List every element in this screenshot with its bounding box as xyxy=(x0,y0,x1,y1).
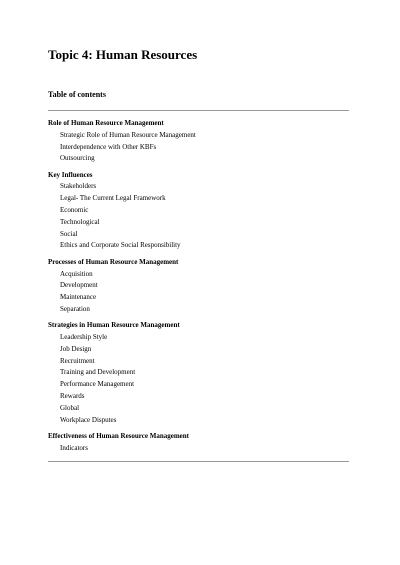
toc-section xyxy=(48,320,358,426)
toc-entry[interactable]: Stakeholders xyxy=(60,182,97,191)
toc-entry[interactable]: Acquisition xyxy=(60,269,93,278)
toc-section xyxy=(48,257,358,316)
toc-entry[interactable]: Separation xyxy=(60,304,90,313)
toc-entry[interactable]: Development xyxy=(60,281,98,290)
toc-entry[interactable]: Maintenance xyxy=(60,293,97,302)
toc-entry[interactable]: Outsourcing xyxy=(60,154,95,163)
toc-section xyxy=(48,118,358,165)
toc-section-title[interactable]: Strategies in Human Resource Management xyxy=(48,321,180,330)
toc-entry[interactable]: Interdependence with Other KBFs xyxy=(60,142,157,151)
toc-entry[interactable]: Performance Management xyxy=(60,380,135,389)
toc-entry[interactable]: Strategic Role of Human Resource Management xyxy=(60,130,196,139)
toc-entry[interactable]: Leadership Style xyxy=(60,333,108,342)
toc-section xyxy=(48,170,358,253)
toc-entry[interactable]: Training and Development xyxy=(60,368,136,377)
document-title: Topic 4: Human Resources xyxy=(48,47,198,62)
toc-heading: Table of contents xyxy=(48,90,106,99)
toc-entry[interactable]: Technological xyxy=(60,217,100,226)
toc-section xyxy=(48,431,358,455)
toc-entry[interactable]: Workplace Disputes xyxy=(60,415,117,424)
toc-entry[interactable]: Indicators xyxy=(60,443,88,452)
toc-entry[interactable]: Job Design xyxy=(60,344,92,353)
toc-top-divider xyxy=(48,110,349,111)
toc-entry[interactable]: Social xyxy=(60,229,78,238)
toc-section-title[interactable]: Role of Human Resource Management xyxy=(48,119,164,127)
toc-entry[interactable]: Economic xyxy=(60,206,89,215)
table-of-contents xyxy=(48,118,358,459)
toc-entry[interactable]: Rewards xyxy=(60,392,85,401)
toc-section-title[interactable]: Effectiveness of Human Resource Management xyxy=(48,431,190,440)
toc-bottom-divider xyxy=(48,461,349,462)
toc-section-title[interactable]: Processes of Human Resource Management xyxy=(48,257,179,266)
toc-entry[interactable]: Global xyxy=(60,403,80,412)
toc-entry[interactable]: Ethics and Corporate Social Responsibility xyxy=(60,241,181,250)
toc-entry[interactable]: Recruitment xyxy=(60,356,95,365)
toc-entry[interactable]: Legal- The Current Legal Framework xyxy=(60,194,166,203)
toc-section-title[interactable]: Key Influences xyxy=(48,170,93,179)
